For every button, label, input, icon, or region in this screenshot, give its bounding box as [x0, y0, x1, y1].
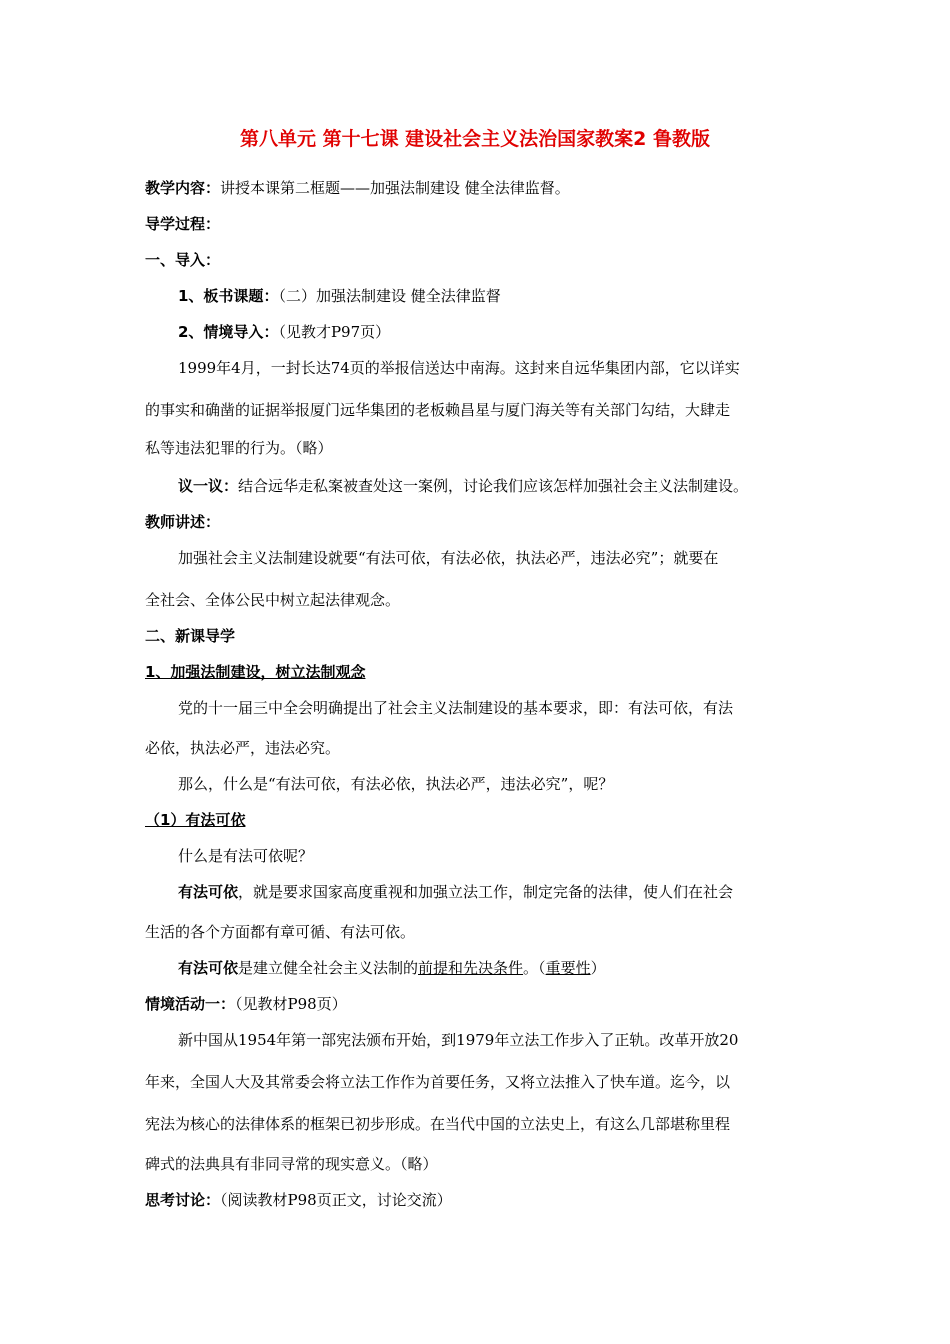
think-discussion: [145, 1190, 810, 1210]
question-2: 什么是有法可依呢？: [178, 847, 314, 865]
teacher-line-2: 全社会、全体公民中树立起法律观念。: [145, 591, 401, 609]
para1-line-1: 党的十一届三中全会明确提出了社会主义法制建设的基本要求，即：有法可依，有法: [178, 699, 734, 717]
intro-item-2: [178, 322, 810, 342]
activity-1-label: 情境活动一：: [145, 995, 236, 1013]
intro-item-1-text: （二）加强法制建设 健全法律监督: [278, 287, 501, 305]
intro-heading: 一、导入：: [145, 251, 221, 269]
new-lesson-heading: 二、新课导学: [145, 627, 236, 645]
importance-end: ）: [590, 959, 606, 977]
importance-text: 是建立健全社会主义法制的: [238, 959, 419, 977]
history-line-2: 年来，全国人大及其常委会将立法工作作为首要任务，又将立法推入了快车道。迄今，以: [145, 1073, 731, 1091]
intro-item-2-text: （见教才P97页）: [278, 323, 391, 341]
section-1-heading: 1、加强法制建设，树立法制观念: [145, 663, 366, 681]
discuss-text: 结合远华走私案被查处这一案例，讨论我们应该怎样加强社会主义法制建设。: [238, 477, 749, 495]
teaching-content-text: 讲授本课第二框题——加强法制建设 健全法律监督。: [220, 179, 570, 197]
discuss-label: 议一议：: [178, 477, 239, 495]
importance-key-phrase: 前提和先决条件: [418, 959, 524, 977]
story-line-2: 的事实和确凿的证据举报厦门远华集团的老板赖昌星与厦门海关等有关部门勾结，大肆走: [145, 401, 731, 419]
definition-text: ，就是要求国家高度重视和加强立法工作，制定完备的法律，使人们在社会: [238, 883, 734, 901]
importance-tag: 重要性: [545, 959, 591, 977]
importance-label: 有法可依: [178, 959, 239, 977]
intro-item-1: [178, 286, 810, 306]
discuss-paragraph: [178, 476, 810, 496]
teacher-line-1: 加强社会主义法制建设就要“有法可依，有法必依，执法必严，违法必究”；就要在: [178, 549, 719, 567]
think-label: 思考讨论：: [145, 1191, 221, 1209]
story-line-3: 私等违法犯罪的行为。（略）: [145, 439, 333, 457]
question-1: 那么，什么是“有法可依，有法必依，执法必严，违法必究”，呢？: [178, 775, 614, 793]
definition-line-2: 生活的各个方面都有章可循、有法可依。: [145, 923, 416, 941]
think-text: （阅读教材P98页正文，讨论交流）: [220, 1191, 452, 1209]
process-heading: 导学过程：: [145, 215, 221, 233]
activity-1-text: （见教材P98页）: [235, 995, 347, 1013]
para1-line-2: 必依，执法必严，违法必究。: [145, 739, 341, 757]
history-line-3: 宪法为核心的法律体系的框架已初步形成。在当代中国的立法史上，有这么几部堪称里程: [145, 1115, 731, 1133]
teaching-content: [145, 178, 810, 198]
document-title: 第八单元 第十七课 建设社会主义法治国家教案2 鲁教版: [239, 128, 711, 150]
importance-mid: 。（: [523, 959, 546, 977]
definition-label: 有法可依: [178, 883, 239, 901]
activity-1: [145, 994, 810, 1014]
definition-line-1: [178, 882, 810, 902]
teaching-content-label: 教学内容：: [145, 179, 221, 197]
history-line-4: 碑式的法典具有非同寻常的现实意义。（略）: [145, 1155, 438, 1173]
intro-item-1-label: 1、板书课题：: [178, 287, 279, 305]
subsection-1-heading: （1）有法可依: [145, 811, 246, 829]
story-line-1: 1999年4月，一封长达74页的举报信送达中南海。这封来自远华集团内部，它以详实: [178, 359, 740, 377]
intro-item-2-label: 2、情境导入：: [178, 323, 279, 341]
teacher-heading: 教师讲述：: [145, 513, 221, 531]
history-line-1: 新中国从1954年第一部宪法颁布开始，到1979年立法工作步入了正轨。改革开放20: [178, 1031, 739, 1049]
importance-line: [178, 958, 810, 978]
